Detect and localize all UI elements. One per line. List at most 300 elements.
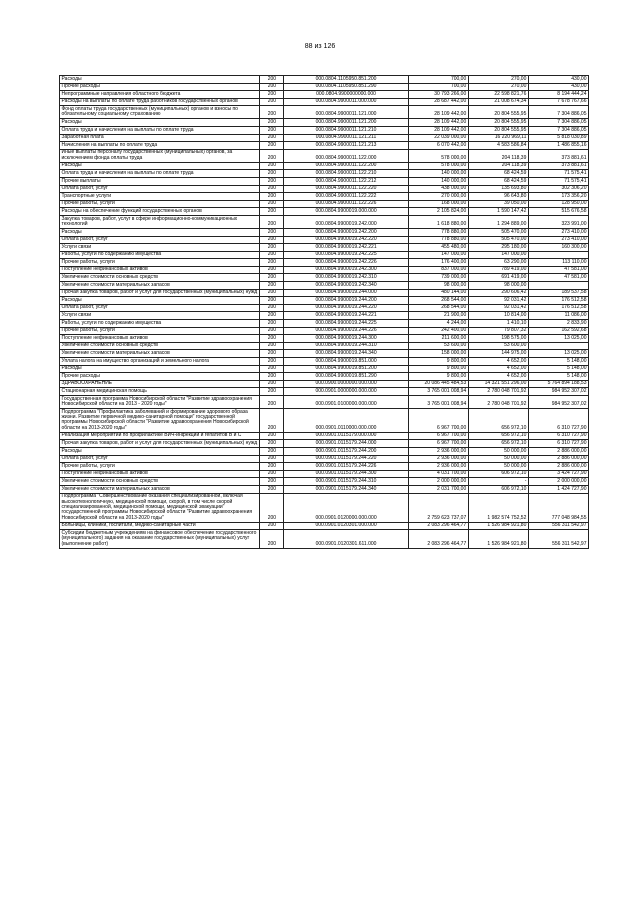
row-budget-code: 000.0901.0115179.000.000 xyxy=(284,432,408,440)
row-budget-code: 000.0804.9900019.244.000 xyxy=(284,289,408,297)
row-unexecuted: 7 304 886,05 xyxy=(528,126,588,134)
table-row xyxy=(60,297,589,305)
table-row xyxy=(60,327,589,335)
row-name: Больницы, клиники, госпитали, медико-санитарные части xyxy=(60,522,260,530)
row-executed: 68 424,59 xyxy=(468,177,528,185)
row-approved: 578 000,00 xyxy=(408,162,468,170)
row-executed: 1 526 984 921,80 xyxy=(468,522,528,530)
row-unexecuted: 1 486 855,16 xyxy=(528,142,588,150)
table-row xyxy=(60,106,589,119)
row-name: Увеличение стоимости основных средств xyxy=(60,342,260,350)
row-approved: 4 244,00 xyxy=(408,320,468,328)
row-budget-code: 000.0804.9900019.244.200 xyxy=(284,297,408,305)
row-executed: 606 972,10 xyxy=(468,470,528,478)
row-ved-code: 200 xyxy=(260,493,284,522)
row-name: Расходы xyxy=(60,365,260,373)
row-unexecuted: 430,00 xyxy=(528,76,588,84)
row-ved-code: 200 xyxy=(260,380,284,388)
row-executed: 92 031,42 xyxy=(468,297,528,305)
row-executed: 79 807,32 xyxy=(468,327,528,335)
table-row xyxy=(60,447,589,455)
row-unexecuted: 6 310 727,90 xyxy=(528,432,588,440)
row-name: Реализация мероприятий по профилактике ВИЧ-инфекции и гепатитов В и С xyxy=(60,432,260,440)
row-executed: 144 975,00 xyxy=(468,350,528,358)
row-ved-code: 200 xyxy=(260,228,284,236)
row-executed: 1 982 574 752,52 xyxy=(468,493,528,522)
row-ved-code: 200 xyxy=(260,335,284,343)
row-budget-code: 000.0901.0000000.000.000 xyxy=(284,388,408,396)
row-ved-code: 200 xyxy=(260,274,284,282)
row-unexecuted: 1 424 727,90 xyxy=(528,485,588,493)
row-approved: 268 544,00 xyxy=(408,297,468,305)
row-approved: 778 880,00 xyxy=(408,236,468,244)
row-executed: 4 652,00 xyxy=(468,373,528,381)
row-unexecuted: 2 886 000,00 xyxy=(528,463,588,471)
row-approved: 2 936 000,00 xyxy=(408,447,468,455)
row-name: Подпрограмма "Совершенствование оказания специализированной, включая высокотехнологичную, медицинской помощи, скорой, в том числе скорой специализированной, медицинской помощи, медицинской эвакуации" государственной программы Новосибирской области "Развитие здравоохранения Новосибирской области на 2013-2020 годы" xyxy=(60,493,260,522)
row-name: Расходы xyxy=(60,228,260,236)
row-name: Поступление нефинансовых активов xyxy=(60,470,260,478)
row-budget-code: 000.0901.0115179.244.220 xyxy=(284,455,408,463)
row-budget-code: 000.0901.0115179.244.000 xyxy=(284,440,408,448)
table-row xyxy=(60,142,589,150)
row-unexecuted: 13 025,00 xyxy=(528,335,588,343)
row-budget-code: 000.0804.9900011.121.210 xyxy=(284,126,408,134)
row-ved-code: 200 xyxy=(260,142,284,150)
row-approved: 147 000,00 xyxy=(408,251,468,259)
row-budget-code: 000.0804.9900019.242.300 xyxy=(284,266,408,274)
row-approved: 1 618 880,00 xyxy=(408,215,468,228)
table-row xyxy=(60,266,589,274)
row-executed: 50 000,00 xyxy=(468,463,528,471)
row-approved: 9 800,00 xyxy=(408,365,468,373)
row-ved-code: 200 xyxy=(260,470,284,478)
row-name: Оплата работ, услуг xyxy=(60,236,260,244)
row-name: Государственная программа Новосибирской области "Развитие здравоохранения Новосибирской области на 2013 - 2020 годы" xyxy=(60,395,260,408)
row-budget-code: 000.0804.9900011.122.200 xyxy=(284,162,408,170)
row-budget-code: 000.0804.9900019.244.220 xyxy=(284,304,408,312)
row-name: Работы, услуги по содержанию имущества xyxy=(60,251,260,259)
table-row xyxy=(60,342,589,350)
row-executed: 656 972,10 xyxy=(468,440,528,448)
row-approved: 578 000,00 xyxy=(408,149,468,162)
table-row xyxy=(60,282,589,290)
row-approved: 20 086 445 484,53 xyxy=(408,380,468,388)
table-row xyxy=(60,455,589,463)
table-row xyxy=(60,208,589,216)
row-unexecuted: 7 678 767,66 xyxy=(528,98,588,106)
row-executed: 50 000,00 xyxy=(468,447,528,455)
table-row xyxy=(60,380,589,388)
row-executed: 4 652,00 xyxy=(468,358,528,366)
row-budget-code: 000.0901.0120301.000.000 xyxy=(284,522,408,530)
row-budget-code: 000.0804.9900019.244.300 xyxy=(284,335,408,343)
row-budget-code: 000.0901.0110000.000.000 xyxy=(284,408,408,432)
row-approved: 2 083 296 464,77 xyxy=(408,530,468,548)
row-executed: 21 008 674,34 xyxy=(468,98,528,106)
row-executed: 98 000,00 xyxy=(468,282,528,290)
row-unexecuted: 273 410,00 xyxy=(528,236,588,244)
row-ved-code: 200 xyxy=(260,358,284,366)
row-unexecuted: 2 833,90 xyxy=(528,320,588,328)
row-name: Оплата труда и начисления на выплаты по оплате труда xyxy=(60,126,260,134)
row-name: Поступление нефинансовых активов xyxy=(60,335,260,343)
row-unexecuted: 13 025,00 xyxy=(528,350,588,358)
row-approved: 778 880,00 xyxy=(408,228,468,236)
row-unexecuted: 777 048 984,55 xyxy=(528,493,588,522)
row-name: Непрограммные направления областного бюджета xyxy=(60,91,260,99)
row-approved: 2 936 000,00 xyxy=(408,463,468,471)
row-executed: 16 220 969,11 xyxy=(468,134,528,142)
row-ved-code: 200 xyxy=(260,126,284,134)
row-executed: 290 606,42 xyxy=(468,289,528,297)
row-unexecuted: 162 592,68 xyxy=(528,327,588,335)
table-row xyxy=(60,365,589,373)
table-row xyxy=(60,91,589,99)
row-unexecuted: 302 306,20 xyxy=(528,185,588,193)
row-name: Прочие работы, услуги xyxy=(60,200,260,208)
row-unexecuted: 556 311 542,97 xyxy=(528,530,588,548)
row-unexecuted: 7 304 886,05 xyxy=(528,106,588,119)
row-unexecuted: 430,00 xyxy=(528,83,588,91)
row-executed: 204 118,39 xyxy=(468,162,528,170)
table-row xyxy=(60,149,589,162)
row-executed: 68 424,59 xyxy=(468,170,528,178)
row-executed: 270,00 xyxy=(468,83,528,91)
row-unexecuted: 3 424 727,90 xyxy=(528,470,588,478)
row-budget-code: 000.0804.9900019.244.225 xyxy=(284,320,408,328)
row-executed: 270,00 xyxy=(468,76,528,84)
table-row xyxy=(60,244,589,252)
row-approved: 28 109 442,00 xyxy=(408,106,468,119)
row-executed: 63 290,00 xyxy=(468,259,528,267)
row-name: Увеличение стоимости материальных запасов xyxy=(60,350,260,358)
row-approved: 22 039 000,00 xyxy=(408,134,468,142)
table-row xyxy=(60,463,589,471)
row-name: Поступление нефинансовых активов xyxy=(60,266,260,274)
table-row xyxy=(60,76,589,84)
table-row xyxy=(60,408,589,432)
row-unexecuted xyxy=(528,282,588,290)
row-approved: 268 544,00 xyxy=(408,304,468,312)
row-unexecuted: 984 952 307,02 xyxy=(528,395,588,408)
row-unexecuted: 189 537,58 xyxy=(528,289,588,297)
row-executed: 2 780 048 701,92 xyxy=(468,388,528,396)
table-body xyxy=(60,76,589,549)
row-budget-code: 000.0901.0120000.000.000 xyxy=(284,493,408,522)
row-budget-code: 000.0901.0115179.244.300 xyxy=(284,470,408,478)
row-name: Уплата налога на имущество организаций и земельного налога xyxy=(60,358,260,366)
row-ved-code: 200 xyxy=(260,350,284,358)
row-ved-code: 200 xyxy=(260,185,284,193)
row-unexecuted: 273 410,00 xyxy=(528,228,588,236)
row-ved-code: 200 xyxy=(260,297,284,305)
row-name: Закупка товаров, работ, услуг в сфере информационно-коммуникационных технологий xyxy=(60,215,260,228)
row-unexecuted: 2 000 000,00 xyxy=(528,478,588,486)
row-budget-code: 000.0804.9900019.242.221 xyxy=(284,244,408,252)
row-approved: 176 400,00 xyxy=(408,259,468,267)
table-row xyxy=(60,350,589,358)
row-approved: 3 765 001 008,94 xyxy=(408,395,468,408)
table-row xyxy=(60,289,589,297)
table-row xyxy=(60,373,589,381)
row-executed: 4 652,00 xyxy=(468,365,528,373)
row-budget-code: 000.0901.0115179.244.226 xyxy=(284,463,408,471)
table-row xyxy=(60,432,589,440)
row-budget-code: 000.0804.9900019.242.340 xyxy=(284,282,408,290)
row-name: Субсидии бюджетным учреждениям на финансовое обеспечение государственного (муниципального) задания на оказание государственных (муниципальных) услуг (выполнение работ) xyxy=(60,530,260,548)
row-name: Услуги связи xyxy=(60,312,260,320)
row-name: Прочие работы, услуги xyxy=(60,327,260,335)
table-row xyxy=(60,320,589,328)
table-row xyxy=(60,193,589,201)
table-row xyxy=(60,98,589,106)
row-name: Оплата работ, услуг xyxy=(60,304,260,312)
row-name: Увеличение стоимости основных средств xyxy=(60,478,260,486)
row-approved: 837 000,00 xyxy=(408,266,468,274)
row-name: Увеличение стоимости материальных запасов xyxy=(60,485,260,493)
row-budget-code: 000.0804.9900011.121.000 xyxy=(284,106,408,119)
row-approved: 2 000 000,00 xyxy=(408,478,468,486)
table-row xyxy=(60,200,589,208)
row-executed: 4 583 586,84 xyxy=(468,142,528,150)
row-ved-code: 200 xyxy=(260,83,284,91)
row-name: Транспортные услуги xyxy=(60,193,260,201)
row-approved: 6 967 700,00 xyxy=(408,440,468,448)
row-ved-code: 200 xyxy=(260,289,284,297)
table-row xyxy=(60,274,589,282)
row-budget-code: 000.0804.9900011.000.000 xyxy=(284,98,408,106)
table-row xyxy=(60,215,589,228)
table-row xyxy=(60,358,589,366)
table-row xyxy=(60,170,589,178)
row-unexecuted: 11 086,00 xyxy=(528,312,588,320)
row-executed: 1 294 889,00 xyxy=(468,215,528,228)
row-ved-code: 200 xyxy=(260,440,284,448)
row-ved-code: 200 xyxy=(260,478,284,486)
row-name: Увеличение стоимости основных средств xyxy=(60,274,260,282)
row-approved: 2 936 000,00 xyxy=(408,455,468,463)
row-name: Расходы xyxy=(60,162,260,170)
row-name: Прочие выплаты xyxy=(60,177,260,185)
row-unexecuted: 160 300,00 xyxy=(528,244,588,252)
row-name: Расходы xyxy=(60,447,260,455)
row-budget-code: 000.0901.0115179.244.310 xyxy=(284,478,408,486)
page-number: 88 из 126 xyxy=(304,43,336,50)
row-approved: 739 000,00 xyxy=(408,274,468,282)
row-name: Иные выплаты персоналу государственных (муниципальных) органов, за исключением фонда оплаты труда xyxy=(60,149,260,162)
row-ved-code: 200 xyxy=(260,395,284,408)
row-budget-code: 000.0804.9900019.244.340 xyxy=(284,350,408,358)
row-unexecuted xyxy=(528,342,588,350)
row-executed: 39 050,00 xyxy=(468,200,528,208)
row-ved-code: 200 xyxy=(260,149,284,162)
row-ved-code: 200 xyxy=(260,91,284,99)
row-approved: 700,00 xyxy=(408,83,468,91)
row-budget-code: 000.0804.9900011.122.220 xyxy=(284,185,408,193)
row-name: Расходы на обеспечение функций государственных органов xyxy=(60,208,260,216)
row-budget-code: 000.0804.9900011.121.200 xyxy=(284,119,408,127)
table-row xyxy=(60,162,589,170)
row-unexecuted: 5 764 894 188,53 xyxy=(528,380,588,388)
row-ved-code: 200 xyxy=(260,432,284,440)
row-executed: 2 780 048 701,92 xyxy=(468,395,528,408)
row-name: ЗДРАВООХРАНЕНИЕ xyxy=(60,380,260,388)
row-executed: 505 470,00 xyxy=(468,236,528,244)
row-ved-code: 200 xyxy=(260,119,284,127)
row-executed: 20 804 555,95 xyxy=(468,106,528,119)
table-row xyxy=(60,530,589,548)
row-executed: 20 804 555,95 xyxy=(468,126,528,134)
row-budget-code: 000.0804.1105950.851.200 xyxy=(284,76,408,84)
row-approved: 455 480,00 xyxy=(408,244,468,252)
row-budget-code: 000.0900.0000000.000.000 xyxy=(284,380,408,388)
row-unexecuted: 515 676,58 xyxy=(528,208,588,216)
row-budget-code: 000.0901.0115179.244.200 xyxy=(284,447,408,455)
table-row xyxy=(60,228,589,236)
row-ved-code: 200 xyxy=(260,455,284,463)
row-unexecuted: 176 512,58 xyxy=(528,304,588,312)
row-executed: 135 693,80 xyxy=(468,185,528,193)
row-unexecuted: 71 575,41 xyxy=(528,177,588,185)
table-row xyxy=(60,522,589,530)
row-unexecuted: 8 194 444,24 xyxy=(528,91,588,99)
row-ved-code: 200 xyxy=(260,170,284,178)
row-approved: 6 070 442,00 xyxy=(408,142,468,150)
table-row xyxy=(60,304,589,312)
row-unexecuted: 373 881,61 xyxy=(528,149,588,162)
row-executed: 92 031,42 xyxy=(468,304,528,312)
row-approved: 3 765 001 008,94 xyxy=(408,388,468,396)
row-unexecuted: 5 148,00 xyxy=(528,365,588,373)
row-budget-code: 000.0804.9900019.242.200 xyxy=(284,228,408,236)
row-unexecuted: 323 991,00 xyxy=(528,215,588,228)
row-unexecuted: 373 881,61 xyxy=(528,162,588,170)
row-approved: 2 083 296 464,77 xyxy=(408,522,468,530)
row-unexecuted: 2 886 000,00 xyxy=(528,455,588,463)
row-executed: - xyxy=(468,478,528,486)
row-ved-code: 200 xyxy=(260,208,284,216)
row-name: Работы, услуги по содержанию имущества xyxy=(60,320,260,328)
row-budget-code: 000.0804.9900011.121.213 xyxy=(284,142,408,150)
row-approved: 6 967 700,00 xyxy=(408,408,468,432)
row-name: Стационарная медицинская помощь xyxy=(60,388,260,396)
row-approved: 158 000,00 xyxy=(408,350,468,358)
row-executed: 10 814,00 xyxy=(468,312,528,320)
row-name: Прочая закупка товаров, работ и услуг для государственных (муниципальных) нужд xyxy=(60,289,260,297)
row-executed: 789 419,00 xyxy=(468,266,528,274)
row-approved: 28 109 442,00 xyxy=(408,119,468,127)
row-name: Оплата работ, услуг xyxy=(60,185,260,193)
row-budget-code: 000.0901.0100000.000.000 xyxy=(284,395,408,408)
row-executed: 204 118,39 xyxy=(468,149,528,162)
row-ved-code: 200 xyxy=(260,282,284,290)
row-budget-code: 000.0804.9900019.851.290 xyxy=(284,373,408,381)
row-executed: 656 972,10 xyxy=(468,408,528,432)
table-row xyxy=(60,177,589,185)
row-unexecuted xyxy=(528,251,588,259)
row-ved-code: 200 xyxy=(260,259,284,267)
row-unexecuted: 47 581,00 xyxy=(528,266,588,274)
row-ved-code: 200 xyxy=(260,98,284,106)
row-budget-code: 000.0804.9900011.121.211 xyxy=(284,134,408,142)
row-executed: 1 526 984 921,80 xyxy=(468,530,528,548)
row-budget-code: 000.0804.9900019.242.310 xyxy=(284,274,408,282)
row-executed: 53 600,00 xyxy=(468,342,528,350)
row-approved: 700,00 xyxy=(408,76,468,84)
row-name: Оплата работ, услуг xyxy=(60,455,260,463)
row-budget-code: 000.0804.9900019.244.310 xyxy=(284,342,408,350)
row-name: Подпрограмма "Профилактика заболеваний и формирование здорового образа жизни. Развитие первичной медико-санитарной помощи" государственной программы Новосибирской области "Развитие здравоохранения Новосибирской области на 2013-2020 годы" xyxy=(60,408,260,432)
row-budget-code: 000.0804.9900011.122.222 xyxy=(284,193,408,201)
row-approved: 21 900,00 xyxy=(408,312,468,320)
row-budget-code: 000.0804.9900019.242.220 xyxy=(284,236,408,244)
row-unexecuted: 128 950,00 xyxy=(528,200,588,208)
row-budget-code: 000.0804.9900019.000.000 xyxy=(284,208,408,216)
row-budget-code: 000.0804.9900019.244.226 xyxy=(284,327,408,335)
row-approved: 438 000,00 xyxy=(408,185,468,193)
row-unexecuted: 6 310 727,90 xyxy=(528,408,588,432)
row-unexecuted: 173 356,20 xyxy=(528,193,588,201)
row-approved: 2 031 700,00 xyxy=(408,485,468,493)
row-unexecuted: 7 304 886,05 xyxy=(528,119,588,127)
row-budget-code: 000.0901.0115179.244.340 xyxy=(284,485,408,493)
row-executed: 295 180,00 xyxy=(468,244,528,252)
row-name: Прочие работы, услуги xyxy=(60,259,260,267)
row-approved: 6 967 700,00 xyxy=(408,432,468,440)
row-ved-code: 200 xyxy=(260,530,284,548)
row-ved-code: 200 xyxy=(260,342,284,350)
row-name: Начисления на выплаты по оплате труда xyxy=(60,142,260,150)
table-row xyxy=(60,119,589,127)
row-unexecuted: 176 512,58 xyxy=(528,297,588,305)
row-ved-code: 200 xyxy=(260,408,284,432)
row-ved-code: 200 xyxy=(260,388,284,396)
row-unexecuted: 2 886 000,00 xyxy=(528,447,588,455)
row-executed: 22 598 821,76 xyxy=(468,91,528,99)
table-row xyxy=(60,134,589,142)
row-budget-code: 000.0804.9900019.244.221 xyxy=(284,312,408,320)
row-approved: 28 109 442,00 xyxy=(408,126,468,134)
row-ved-code: 200 xyxy=(260,193,284,201)
table-row xyxy=(60,236,589,244)
table-row xyxy=(60,470,589,478)
row-ved-code: 200 xyxy=(260,236,284,244)
row-approved: 98 000,00 xyxy=(408,282,468,290)
table-row xyxy=(60,388,589,396)
table-row xyxy=(60,395,589,408)
row-ved-code: 200 xyxy=(260,200,284,208)
row-name: Расходы xyxy=(60,76,260,84)
row-ved-code: 200 xyxy=(260,365,284,373)
row-approved: 2 105 824,00 xyxy=(408,208,468,216)
row-ved-code: 200 xyxy=(260,320,284,328)
table-row xyxy=(60,312,589,320)
row-budget-code: 000.0804.9900011.122.212 xyxy=(284,177,408,185)
table-row xyxy=(60,335,589,343)
row-ved-code: 200 xyxy=(260,76,284,84)
row-approved: 168 000,00 xyxy=(408,200,468,208)
row-name: Увеличение стоимости материальных запасов xyxy=(60,282,260,290)
row-unexecuted: 113 110,00 xyxy=(528,259,588,267)
table-row xyxy=(60,478,589,486)
row-budget-code: 000.0804.9900019.851.200 xyxy=(284,365,408,373)
table-row xyxy=(60,493,589,522)
row-ved-code: 200 xyxy=(260,106,284,119)
row-ved-code: 200 xyxy=(260,162,284,170)
row-budget-code: 000.0804.9900019.242.000 xyxy=(284,215,408,228)
row-ved-code: 200 xyxy=(260,251,284,259)
